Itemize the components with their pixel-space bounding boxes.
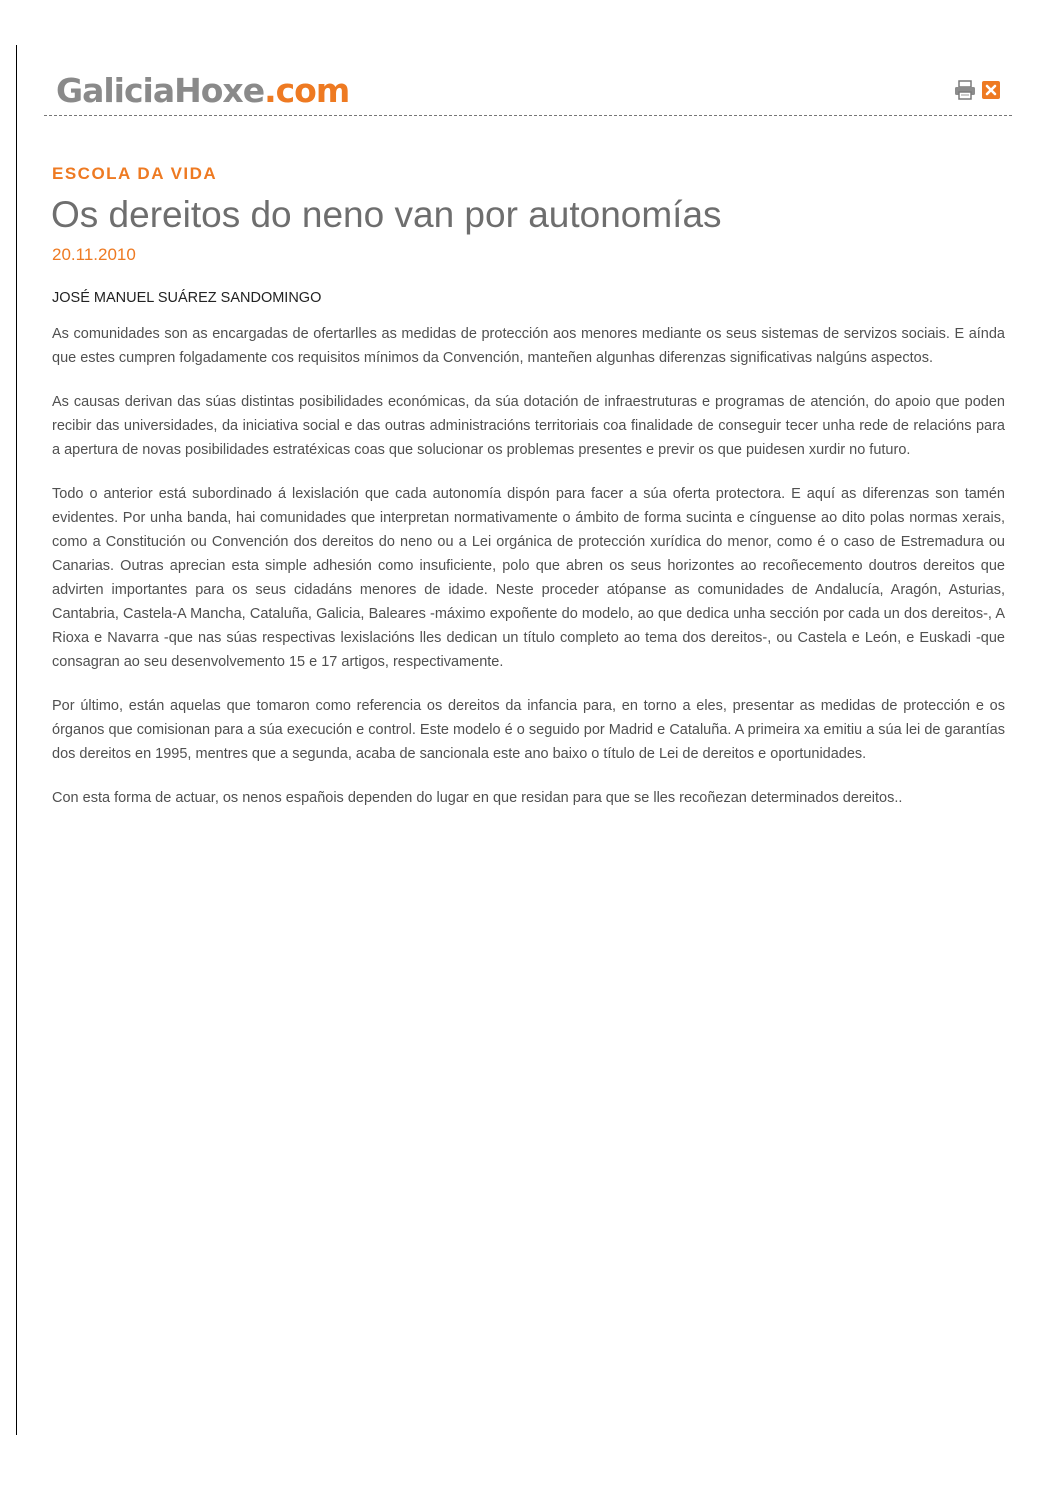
article-author: JOSÉ MANUEL SUÁREZ SANDOMINGO bbox=[52, 290, 322, 306]
close-icon[interactable] bbox=[982, 81, 1000, 99]
toolbar bbox=[954, 80, 1002, 102]
article-paragraph: Con esta forma de actuar, os nenos españois dependen do lugar en que residan para que se lles recoñezan determinados dereitos.. bbox=[52, 790, 903, 806]
article-paragraph: As causas derivan das súas distintas posibilidades económicas, da súa dotación de infraestruturas e programas de atención, do apoio que poden recibir das universidades, da iniciativa social e das outras administracións territoriais coa finalidade de conseguir tecer unha rede de relacións para a apertura de novas posibilidades estratéxicas coas que solucionar os problemas presentes e previr os que puidesen xurdir no futuro. bbox=[52, 394, 1005, 458]
header-divider bbox=[44, 115, 1012, 116]
article-paragraph: Por último, están aquelas que tomaron como referencia os dereitos da infancia para, en torno a eles, presentar as medidas de protección e os órganos que comisionan para a súa execución e control. Este modelo é o seguido por Madrid e Cataluña. A primeira xa emitiu a súa lei de garantías dos dereitos en 1995, mentres que a segunda, acaba de sancionala este ano baixo o título de Lei de dereitos e oportunidades. bbox=[52, 698, 1005, 762]
section-label[interactable]: ESCOLA DA VIDA bbox=[52, 164, 218, 183]
page-left-border bbox=[16, 45, 17, 1435]
logo-brand-text: GaliciaHoxe bbox=[56, 71, 265, 110]
article-body bbox=[52, 322, 1005, 830]
logo-tld-text: .com bbox=[264, 71, 350, 110]
article-paragraph: As comunidades son as encargadas de ofertarlles as medidas de protección aos menores mediante os seus sistemas de servizos sociais. E aínda que estes cumpren folgadamente cos requisitos mínimos da Convención, manteñen algunhas diferenzas significativas nalgúns aspectos. bbox=[52, 326, 1005, 366]
article-paragraph: Todo o anterior está subordinado á lexislación que cada autonomía dispón para facer a súa oferta protectora. E aquí as diferenzas son tamén evidentes. Por unha banda, hai comunidades que interpretan normativamente o ámbito de forma sucinta e cínguense ao dito polas normas xerais, como a Constitución ou Convención dos dereitos do neno ou a Lei orgánica de protección xurídica do menor, como é o caso de Estremadura ou Canarias. Outras aprecian esta simple adhesión como insuficiente, polo que abren os seus horizontes ao recoñecemento doutros dereitos que advirten importantes para os seus cidadáns menores de idade. Neste proceder atópanse as comunidades de Andalucía, Aragón, Asturias, Cantabria, Castela-A Mancha, Cataluña, Galicia, Baleares -máximo expoñente do modelo, ao que dedica unha sección por cada un dos dereitos-, A Rioxa e Navarra -que nas súas respectivas lexislacións lles dedican un título completo ao tema dos dereitos-, ou Castela e León, e Euskadi -que consagran ao seu desenvolvemento 15 e 17 artigos, respectivamente. bbox=[52, 486, 1005, 670]
print-icon[interactable] bbox=[954, 80, 976, 100]
site-logo[interactable] bbox=[56, 70, 349, 112]
article-date: 20.11.2010 bbox=[52, 245, 136, 264]
article-title: Os dereitos do neno van por autonomías bbox=[51, 194, 722, 235]
